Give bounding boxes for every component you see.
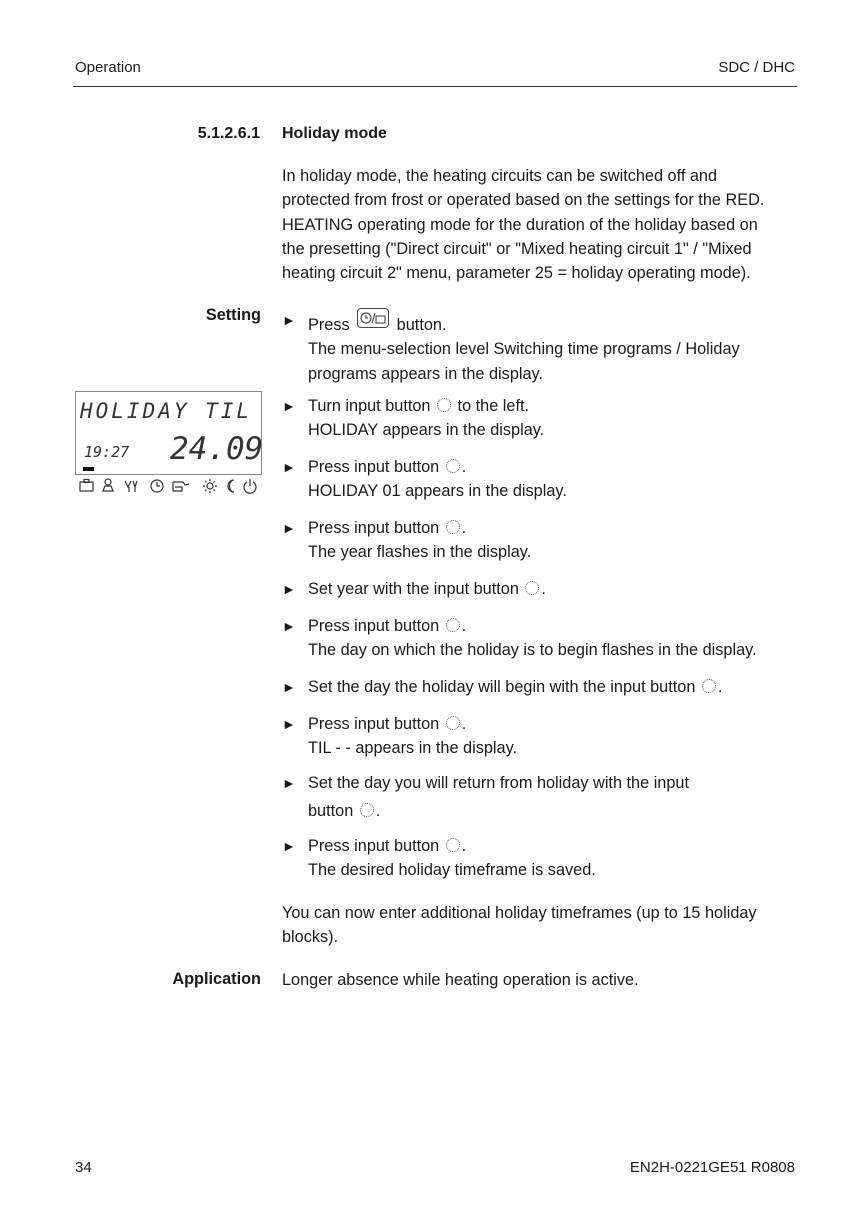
header-rule — [73, 86, 797, 87]
step-8: ► Press input button . TIL - - appears in the display. — [282, 712, 802, 761]
step-6: ► Press input button . The day on which the holiday is to begin flashes in the display. — [282, 614, 802, 663]
setting-label: Setting — [205, 306, 261, 324]
input-dial-icon — [446, 716, 460, 730]
suitcase-icon — [80, 480, 93, 492]
person-icon — [103, 479, 113, 491]
glasses-icon — [125, 481, 137, 492]
step-9: ► Set the day you will return from holiday with the input button . — [282, 774, 689, 820]
header-right: SDC / DHC — [718, 59, 795, 76]
document-code: EN2H-0221GE51 R0808 — [629, 1159, 795, 1176]
after-steps-paragraph: You can now enter additional holiday timeframes (up to 15 holiday blocks). — [282, 904, 757, 947]
intro-line: In holiday mode, the heating circuits can be switched off and — [282, 167, 718, 185]
step-5: ► Set year with the input button . — [282, 580, 546, 598]
step-4-line2: The year flashes in the display. — [308, 543, 532, 562]
intro-line: the presetting ("Direct circuit" or "Mixed heating circuit 1" / "Mixed — [282, 239, 752, 258]
section-intro — [282, 164, 802, 285]
input-dial-icon — [446, 459, 460, 473]
operating-mode-button-icon — [357, 308, 389, 328]
clock-icon — [151, 480, 163, 492]
input-dial-icon — [360, 803, 374, 817]
section-title: Holiday mode — [282, 125, 387, 142]
application-text: Longer absence while heating operation is active. — [282, 971, 639, 989]
input-dial-icon — [702, 679, 716, 693]
step-2: ► Turn input button to the left. HOLIDAY appears in the display. — [282, 394, 802, 443]
lcd-cursor — [83, 467, 94, 471]
tap-icon — [173, 482, 189, 491]
step-10: ► Press input button . The desired holiday timeframe is saved. — [282, 834, 802, 883]
lcd-display — [75, 391, 262, 475]
step-2-line2: HOLIDAY appears in the display. — [308, 421, 545, 440]
power-icon — [244, 479, 256, 493]
step-7: ► Set the day the holiday will begin with the input button . — [282, 678, 723, 696]
input-dial-icon — [446, 838, 460, 852]
input-dial-icon — [525, 581, 539, 595]
lcd-date: 24.09 — [170, 431, 261, 467]
input-dial-icon — [437, 398, 451, 412]
moon-icon — [228, 480, 234, 492]
application-label: Application — [172, 970, 261, 988]
lcd-icon-row — [79, 478, 264, 494]
step-3-line2: HOLIDAY 01 appears in the display. — [308, 482, 567, 501]
page-number: 34 — [75, 1159, 92, 1176]
sun-icon — [203, 479, 217, 493]
step-1-line2: The menu-selection level Switching time programs / Holiday — [308, 340, 740, 359]
lcd-segments — [76, 392, 261, 474]
step-3: ► Press input button . HOLIDAY 01 appears in the display. — [282, 455, 802, 504]
input-dial-icon — [446, 618, 460, 632]
intro-line: HEATING operating mode for the duration of the holiday based on — [282, 215, 758, 234]
lcd-line1: HOLIDAY TIL — [80, 399, 253, 423]
lcd-time: 19:27 — [84, 443, 130, 461]
header-left: Operation — [75, 59, 141, 76]
step-1-line3: programs appears in the display. — [308, 364, 543, 383]
step-8-line2: TIL - - appears in the display. — [308, 739, 518, 758]
intro-line: protected from frost or operated based on the settings for the RED. — [282, 191, 765, 210]
intro-line: heating circuit 2" menu, parameter 25 = holiday operating mode). — [282, 264, 751, 283]
step-4: ► Press input button . The year flashes in the display. — [282, 516, 802, 565]
step-10-line2: The desired holiday timeframe is saved. — [308, 861, 596, 880]
step-6-line2: The day on which the holiday is to begin flashes in the display. — [308, 641, 757, 660]
section-number: 5.1.2.6.1 — [197, 125, 260, 142]
input-dial-icon — [446, 520, 460, 534]
step-1: ► Press button. The menu-selection level Switching time programs / Holiday programs appears in the display. — [282, 308, 802, 386]
